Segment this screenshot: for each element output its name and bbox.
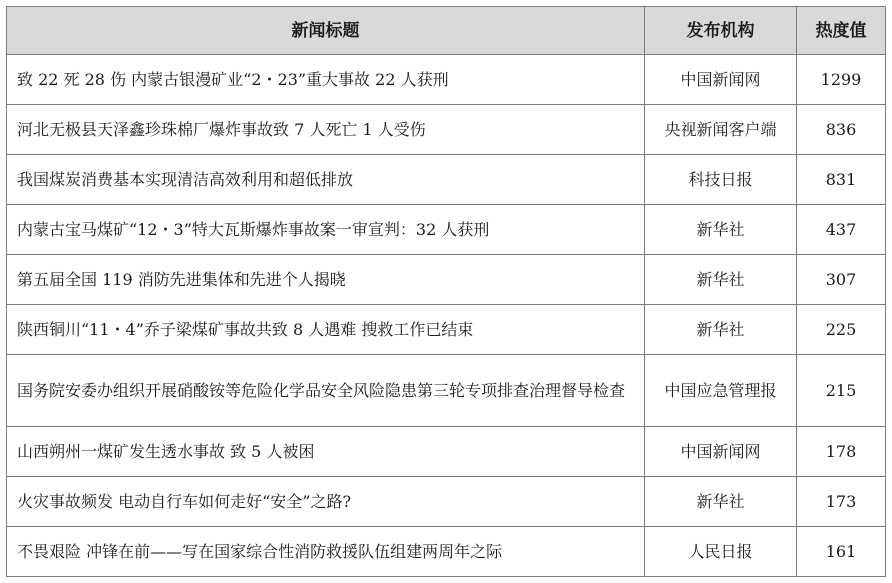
heat-value: 225 [797,305,886,355]
news-source: 央视新闻客户端 [645,105,797,155]
heat-value: 437 [797,205,886,255]
header-heat: 热度值 [797,7,886,55]
news-source: 人民日报 [645,527,797,577]
news-source: 科技日报 [645,155,797,205]
table-row [7,155,886,205]
table-row [7,205,886,255]
table-row [7,55,886,105]
news-source: 新华社 [645,477,797,527]
news-source: 新华社 [645,305,797,355]
heat-value: 836 [797,105,886,155]
heat-value: 831 [797,155,886,205]
news-source: 新华社 [645,255,797,305]
news-title: 河北无极县天泽鑫珍珠棉厂爆炸事故致 7 人死亡 1 人受伤 [7,105,645,155]
news-source: 中国新闻网 [645,55,797,105]
table-row [7,305,886,355]
heat-value: 178 [797,427,886,477]
heat-value: 307 [797,255,886,305]
table-row [7,105,886,155]
news-title: 第五届全国 119 消防先进集体和先进个人揭晓 [7,255,645,305]
table-row [7,527,886,577]
news-title: 国务院安委办组织开展硝酸铵等危险化学品安全风险隐患第三轮专项排查治理督导检查 [7,355,645,427]
news-title: 致 22 死 28 伤 内蒙古银漫矿业“2・23”重大事故 22 人获刑 [7,55,645,105]
heat-value: 161 [797,527,886,577]
news-title: 火灾事故频发 电动自行车如何走好“安全”之路? [7,477,645,527]
news-title: 山西朔州一煤矿发生透水事故 致 5 人被困 [7,427,645,477]
news-heat-table [6,6,886,577]
header-source: 发布机构 [645,7,797,55]
news-title: 不畏艰险 冲锋在前——写在国家综合性消防救援队伍组建两周年之际 [7,527,645,577]
table-row [7,355,886,427]
heat-value: 215 [797,355,886,427]
news-title: 内蒙古宝马煤矿“12・3”特大瓦斯爆炸事故案一审宣判：32 人获刑 [7,205,645,255]
news-source: 中国应急管理报 [645,355,797,427]
heat-value: 1299 [797,55,886,105]
news-title: 陕西铜川“11・4”乔子梁煤矿事故共致 8 人遇难 搜救工作已结束 [7,305,645,355]
table-row [7,477,886,527]
news-title: 我国煤炭消费基本实现清洁高效利用和超低排放 [7,155,645,205]
news-source: 新华社 [645,205,797,255]
news-source: 中国新闻网 [645,427,797,477]
table-row [7,255,886,305]
table-row [7,427,886,477]
table-header-row [7,7,886,55]
heat-value: 173 [797,477,886,527]
header-title: 新闻标题 [7,7,645,55]
